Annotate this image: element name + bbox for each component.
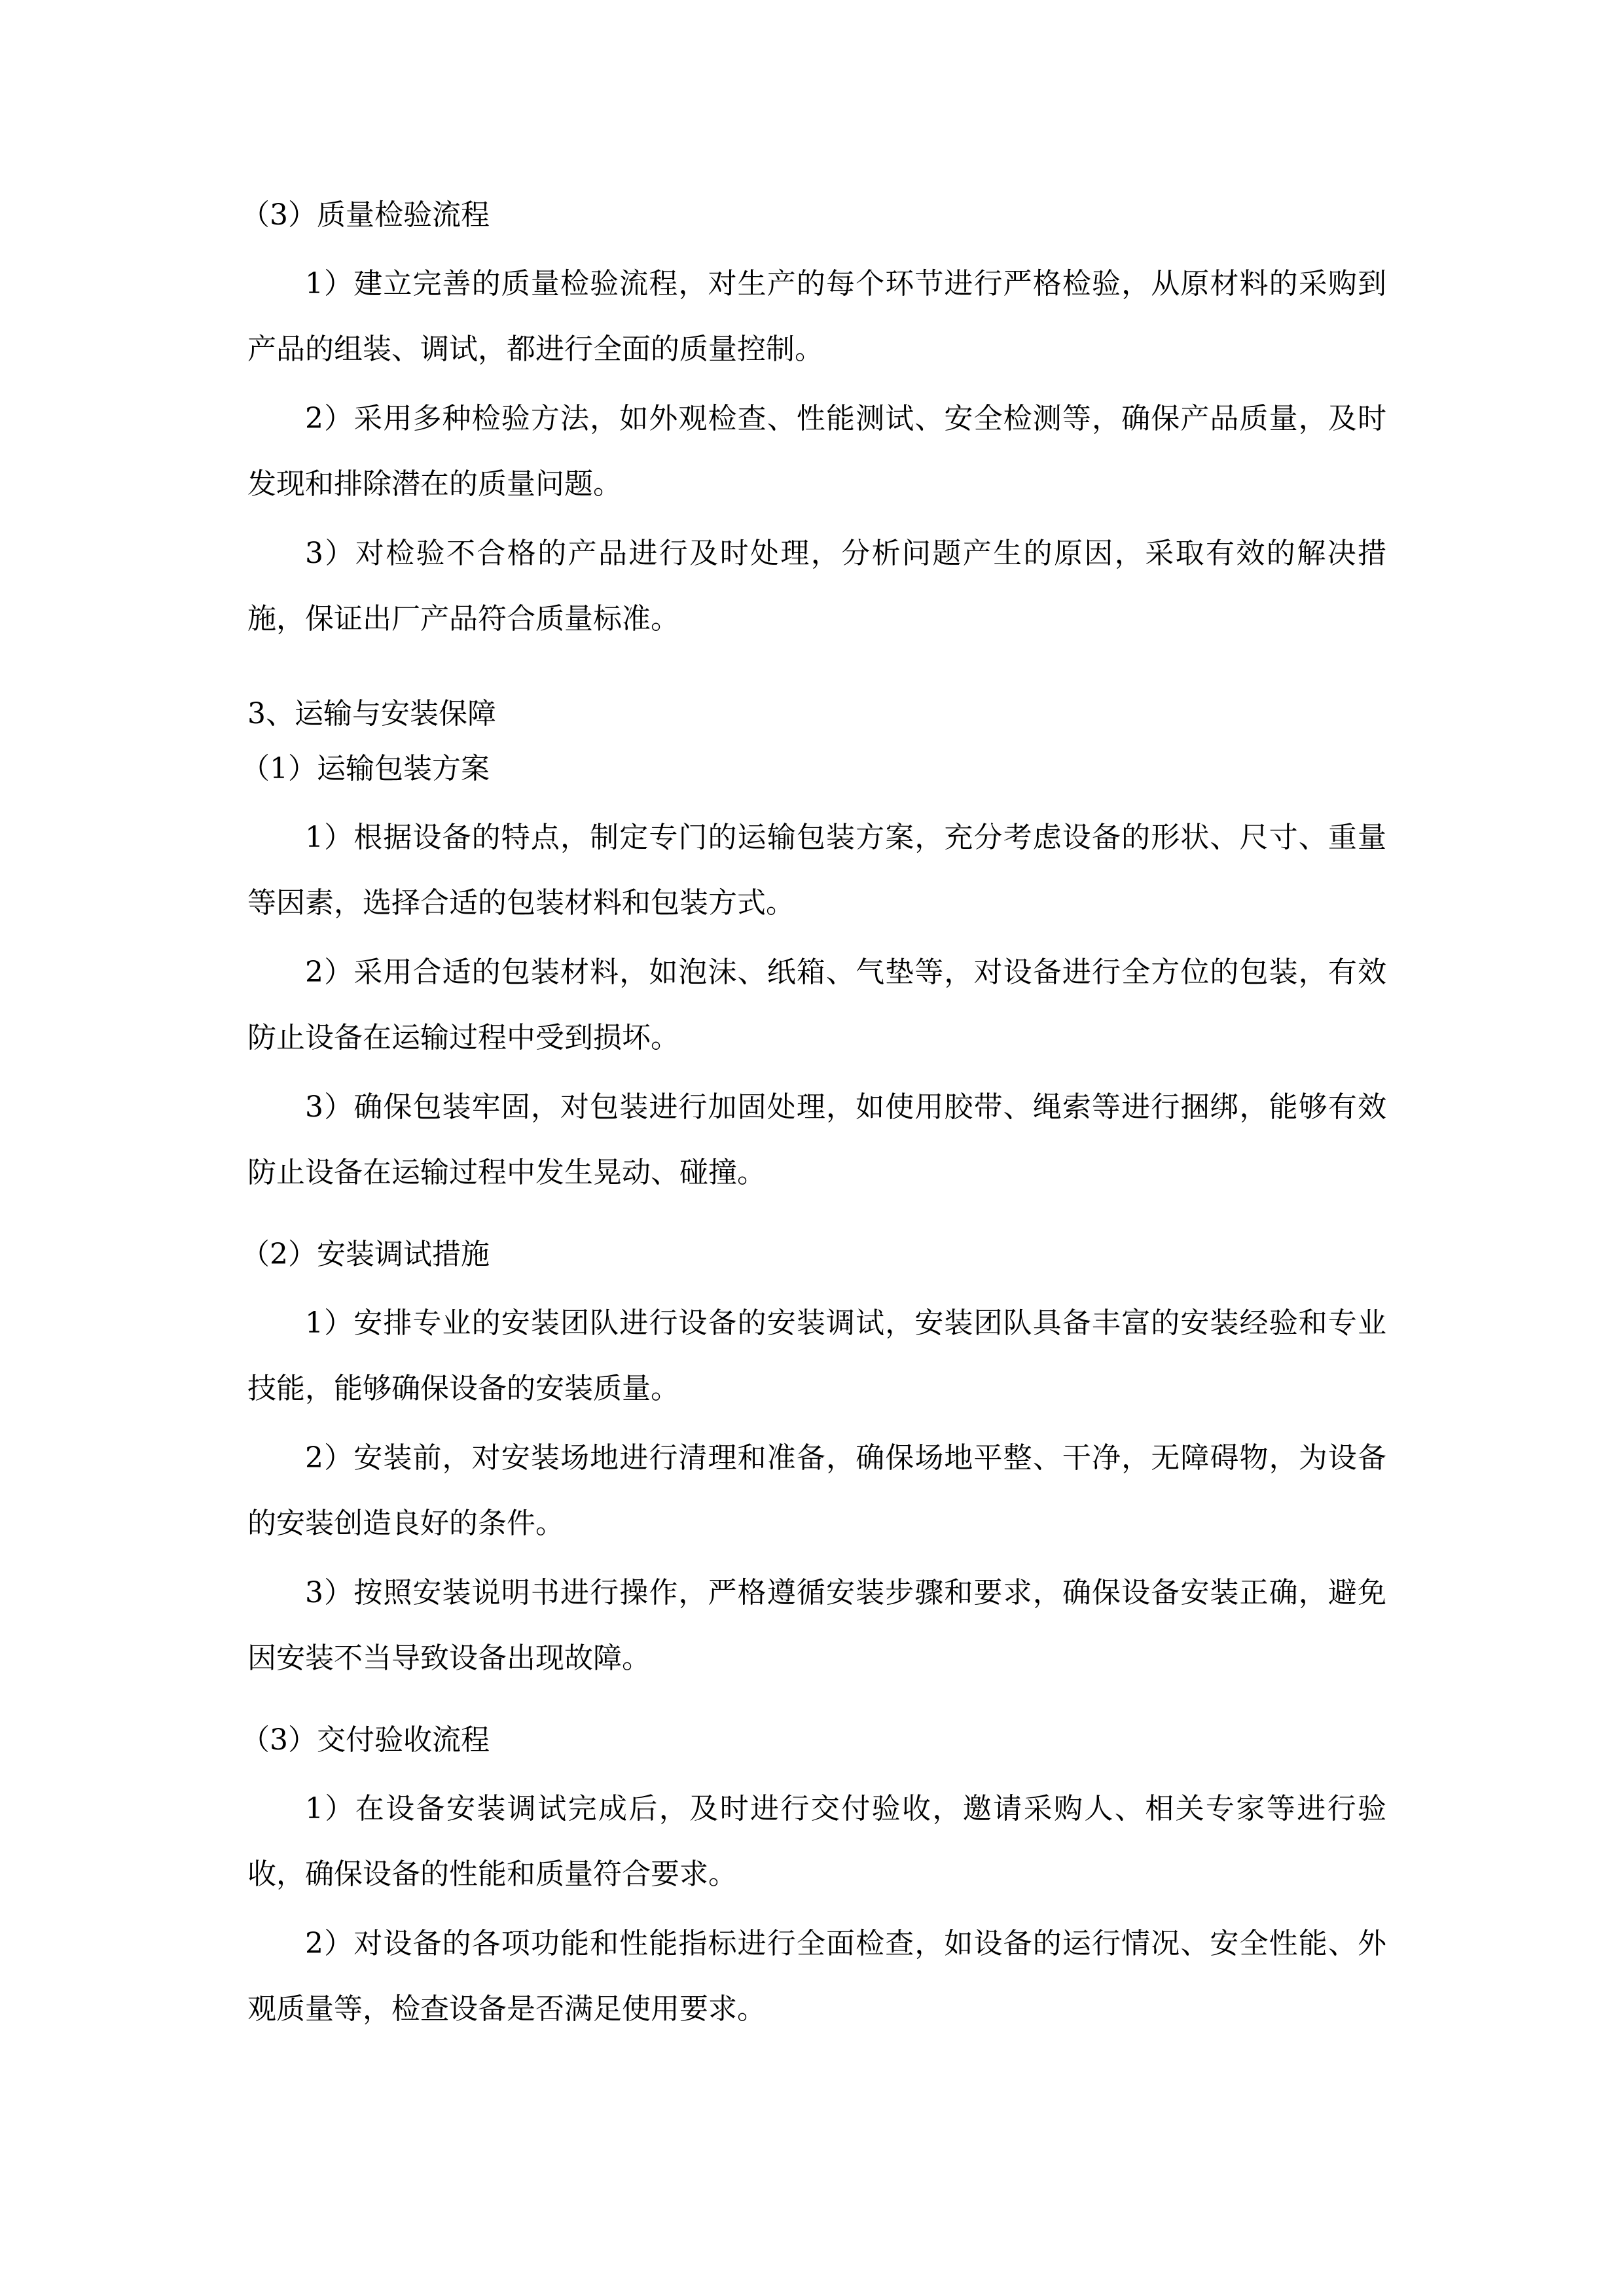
heading-installation-measures: （2）安装调试措施 xyxy=(241,1238,490,1271)
paragraph: 2）采用合适的包装材料，如泡沫、纸箱、气垫等，对设备进行全方位的包装，有效防止设备在运输过程中受到损坏。 xyxy=(247,956,1386,1054)
paragraph: 1）根据设备的特点，制定专门的运输包装方案，充分考虑设备的形状、尺寸、重量等因素，选择合适的包装材料和包装方式。 xyxy=(247,821,1386,920)
spacer xyxy=(247,1210,1386,1236)
document-body xyxy=(241,196,1386,2046)
paragraph: 1）在设备安装调试完成后，及时进行交付验收，邀请采购人、相关专家等进行验收，确保设备的性能和质量符合要求。 xyxy=(247,1792,1386,1891)
heading-transport-installation: 3、运输与安装保障 xyxy=(247,697,496,730)
paragraph: 3）确保包装牢固，对包装进行加固处理，如使用胶带、绳索等进行捆绑，能够有效防止设备在运输过程中发生晃动、碰撞。 xyxy=(247,1090,1386,1189)
heading-quality-inspection: （3）质量检验流程 xyxy=(241,198,490,232)
paragraph: 2）对设备的各项功能和性能指标进行全面检查，如设备的运行情况、安全性能、外观质量等，检查设备是否满足使用要求。 xyxy=(247,1927,1386,2026)
spacer xyxy=(247,656,1386,695)
heading-acceptance-process: （3）交付验收流程 xyxy=(241,1723,490,1757)
paragraph: 2）安装前，对安装场地进行清理和准备，确保场地平整、干净，无障碍物，为设备的安装创造良好的条件。 xyxy=(247,1441,1386,1540)
paragraph: 3）按照安装说明书进行操作，严格遵循安装步骤和要求，确保设备安装正确，避免因安装不当导致设备出现故障。 xyxy=(247,1576,1386,1675)
spacer xyxy=(247,1695,1386,1721)
paragraph: 3）对检验不合格的产品进行及时处理，分析问题产生的原因，采取有效的解决措施，保证出厂产品符合质量标准。 xyxy=(247,537,1386,636)
paragraph: 2）采用多种检验方法，如外观检查、性能测试、安全检测等，确保产品质量，及时发现和排除潜在的质量问题。 xyxy=(247,402,1386,501)
heading-packaging-plan: （1）运输包装方案 xyxy=(241,752,490,785)
paragraph: 1）安排专业的安装团队进行设备的安装调试，安装团队具备丰富的安装经验和专业技能，能够确保设备的安装质量。 xyxy=(247,1306,1386,1405)
paragraph: 1）建立完善的质量检验流程，对生产的每个环节进行严格检验，从原材料的采购到产品的组装、调试，都进行全面的质量控制。 xyxy=(247,267,1386,366)
